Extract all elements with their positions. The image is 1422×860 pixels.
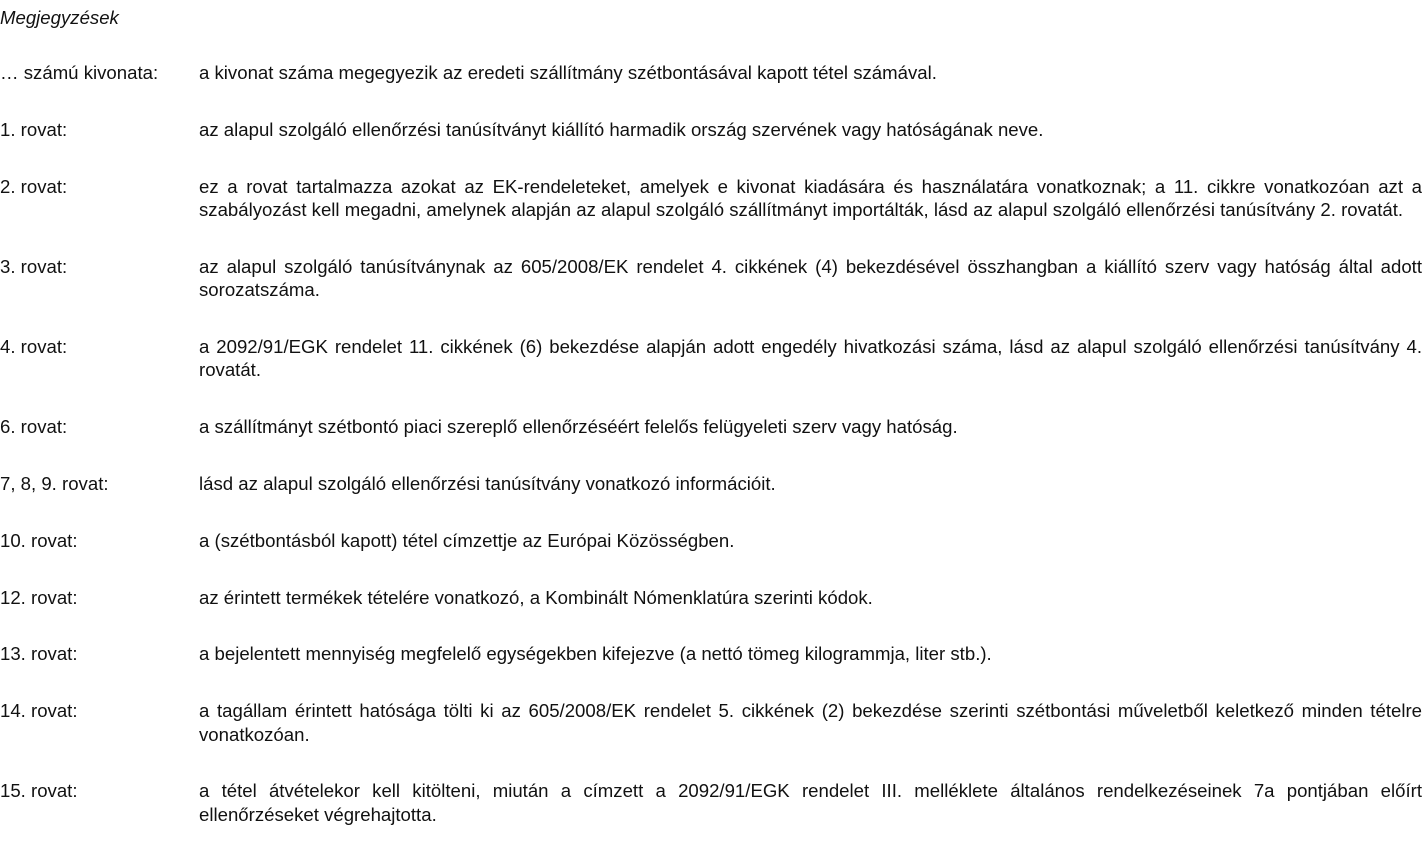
note-text: lásd az alapul szolgáló ellenőrzési tanúsítvány vonatkozó információit. <box>199 473 776 494</box>
note-entry <box>0 118 1422 141</box>
note-text: a szállítmányt szétbontó piaci szereplő ellenőrzéséért felelős felügyeleti szerv vagy hatóság. <box>199 416 958 438</box>
note-entry <box>0 472 1422 495</box>
note-text: az alapul szolgáló ellenőrzési tanúsítványt kiállító harmadik ország szervének vagy hatóságának neve. <box>199 118 1044 140</box>
note-entry <box>0 255 1422 302</box>
note-text: a bejelentett mennyiség megfelelő egységekben kifejezve (a nettó tömeg kilogrammja, liter stb.). <box>199 643 992 665</box>
note-label: … számú kivonata: <box>0 62 159 83</box>
note-text: a 2092/91/EGK rendelet 11. cikkének (6) bekezdése alapján adott engedély hivatkozási száma, lásd az alapul szolgáló ellenőrzési tanúsítvány 4. rovatát. <box>199 336 1422 381</box>
note-label: 13. rovat: <box>0 643 78 665</box>
note-entry <box>0 529 1422 552</box>
note-entry <box>0 415 1422 438</box>
note-label: 15. rovat: <box>0 780 78 802</box>
note-label: 12. rovat: <box>0 586 78 608</box>
note-entry <box>0 61 1422 84</box>
notes-list <box>0 61 1422 860</box>
note-entry <box>0 335 1422 382</box>
note-text: a tétel átvételekor kell kitölteni, miután a címzett a 2092/91/EGK rendelet III. melléklete általános rendelkezéseinek 7a pontjában előírt ellenőrzéseket végrehajtotta. <box>199 780 1422 825</box>
note-text: ez a rovat tartalmazza azokat az EK-rendeleteket, amelyek e kivonat kiadására és használatára vonatkoznak; a 11. cikkre vonatkozóan azt a szabályozást kell megadni, amelynek alapján az alapul szolgáló szállítmányt importálták, lásd az alapul szolgáló ellenőrzési tanúsítvány 2. rovatát. <box>199 175 1422 220</box>
note-text: a kivonat száma megegyezik az eredeti szállítmány szétbontásával kapott tétel számával. <box>199 62 937 83</box>
note-entry <box>0 779 1422 826</box>
note-label: 2. rovat: <box>0 175 68 197</box>
note-label: 6. rovat: <box>0 416 68 438</box>
note-entry <box>0 699 1422 746</box>
note-text: az alapul szolgáló tanúsítványnak az 605/2008/EK rendelet 4. cikkének (4) bekezdésével összhangban a kiállító szerv vagy hatóság által adott sorozatszáma. <box>199 255 1422 301</box>
note-entry <box>0 175 1422 222</box>
section-title: Megjegyzések <box>0 7 119 28</box>
note-label: 7, 8, 9. rovat: <box>0 473 109 494</box>
note-label: 3. rovat: <box>0 255 68 277</box>
note-label: 10. rovat: <box>0 529 78 551</box>
note-entry <box>0 642 1422 665</box>
note-label: 14. rovat: <box>0 700 78 722</box>
note-text: a (szétbontásból kapott) tétel címzettje az Európai Közösségben. <box>199 529 735 551</box>
note-entry <box>0 586 1422 609</box>
note-text: a tagállam érintett hatósága tölti ki az 605/2008/EK rendelet 5. cikkének (2) bekezdése szerinti szétbontási műveletből keletkező minden tételre vonatkozóan. <box>199 700 1422 745</box>
note-text: az érintett termékek tételére vonatkozó, a Kombinált Nómenklatúra szerinti kódok. <box>199 586 873 608</box>
note-label: 4. rovat: <box>0 336 68 357</box>
note-label: 1. rovat: <box>0 118 68 140</box>
